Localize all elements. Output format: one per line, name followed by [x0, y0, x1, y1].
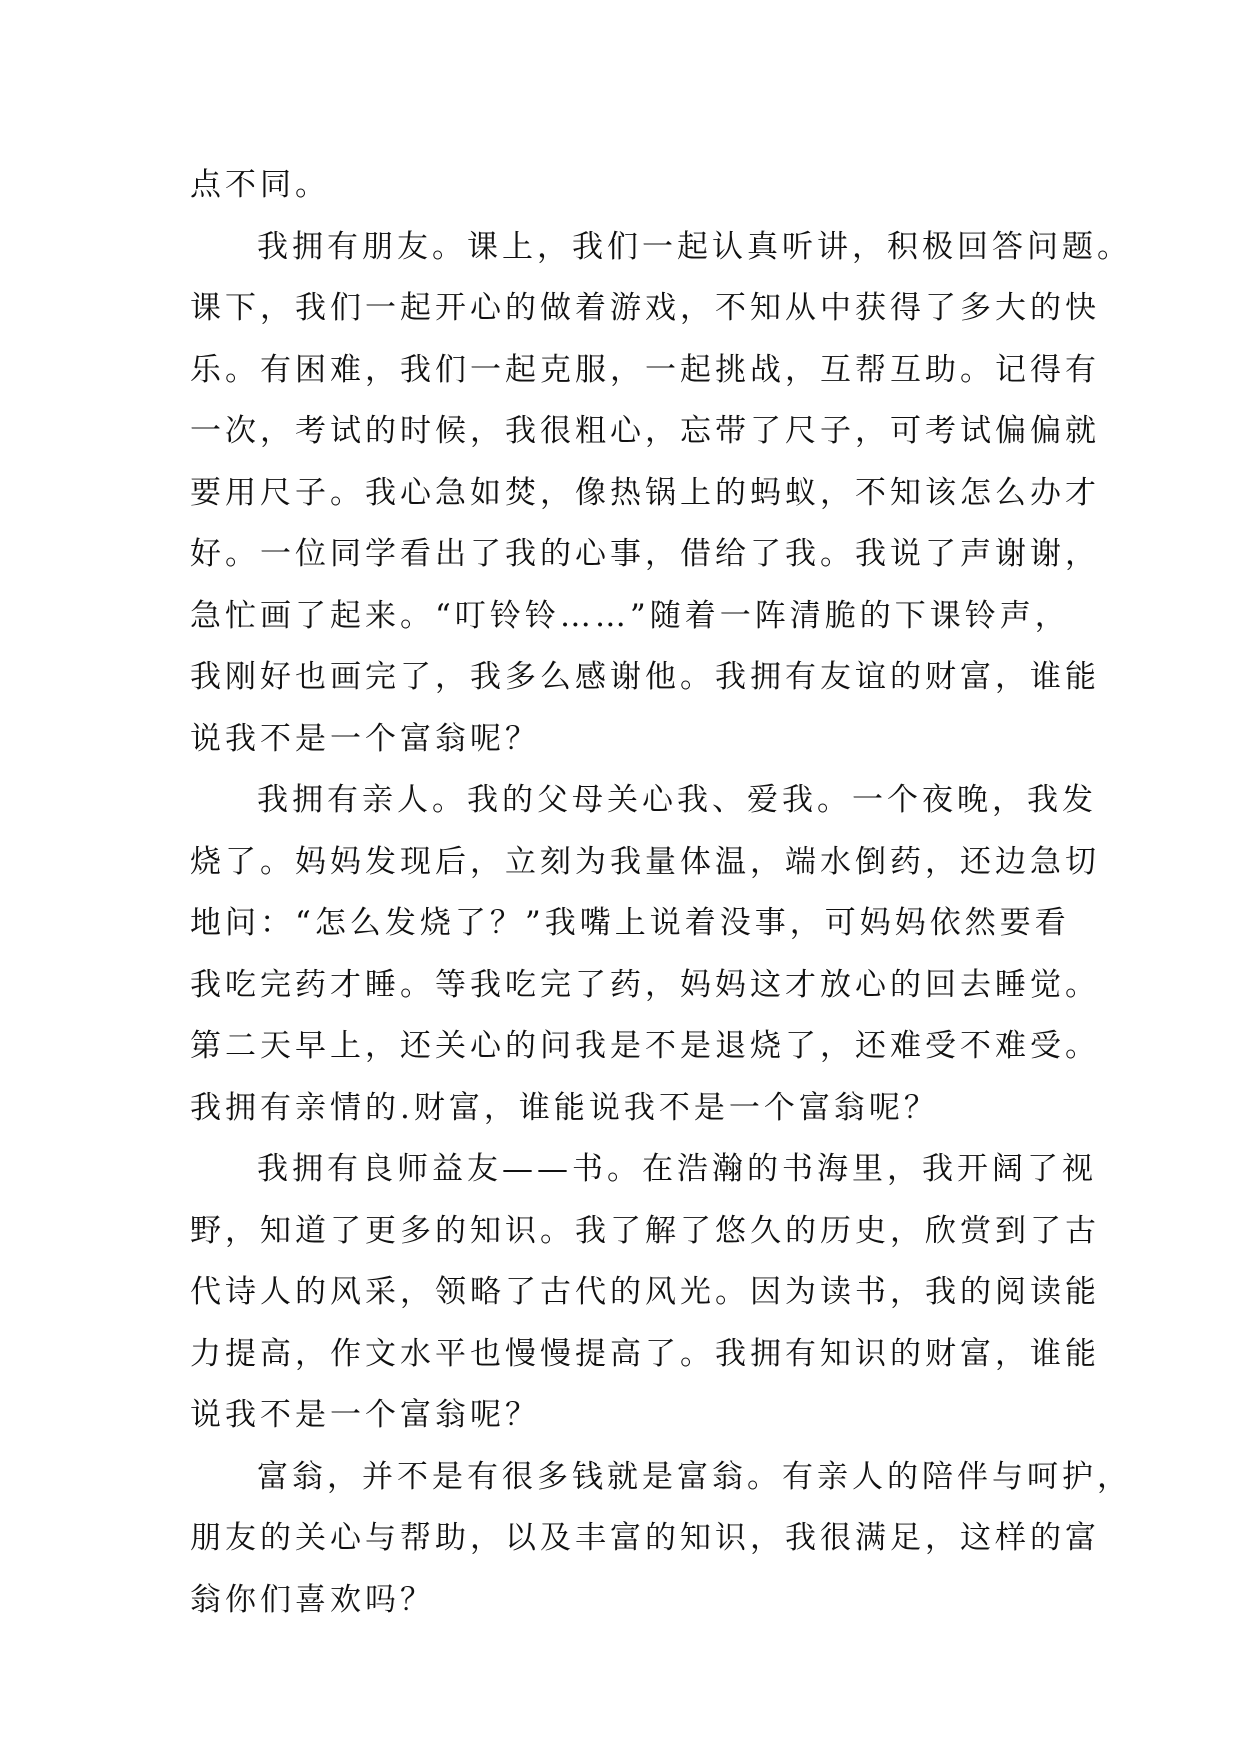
text-line: 烧了。妈妈发现后，立刻为我量体温，端水倒药，还边急切: [190, 843, 1100, 880]
text-line: 富翁，并不是有很多钱就是富翁。有亲人的陪伴与呵护，: [257, 1458, 1132, 1495]
text-line: 一次，考试的时候，我很粗心，忘带了尺子，可考试偏偏就: [190, 413, 1100, 449]
text-line: 我刚好也画完了，我多么感谢他。我拥有友谊的财富，谁能: [190, 659, 1100, 695]
text-line: 第二天早上，还关心的问我是不是退烧了，还难受不难受。: [190, 1028, 1100, 1064]
text-line: 乐。有困难，我们一起克服，一起挑战，互帮互助。记得有: [190, 351, 1100, 388]
text-line: 说我不是一个富翁呢？: [190, 1397, 540, 1433]
text-line: 我拥有亲人。我的父母关心我、爱我。一个夜晚，我发: [257, 782, 1097, 818]
text-line: 朋友的关心与帮助，以及丰富的知识，我很满足，这样的富: [190, 1520, 1100, 1556]
text-line: 我吃完药才睡。等我吃完了药，妈妈这才放心的回去睡觉。: [190, 966, 1100, 1003]
text-line: 翁你们喜欢吗？: [190, 1581, 435, 1618]
text-line: 要用尺子。我心急如焚，像热锅上的蚂蚁，不知该怎么办才: [190, 474, 1100, 511]
text-line: 代诗人的风采，领略了古代的风光。因为读书，我的阅读能: [190, 1274, 1100, 1310]
text-line: 好。一位同学看出了我的心事，借给了我。我说了声谢谢，: [190, 536, 1100, 572]
text-line: 我拥有亲情的.财富，谁能说我不是一个富翁呢？: [190, 1089, 939, 1126]
body-text: [190, 155, 1132, 1631]
text-line: 地问：“怎么发烧了？”我嘴上说着没事，可妈妈依然要看: [190, 905, 1070, 941]
text-line: 课下，我们一起开心的做着游戏，不知从中获得了多大的快: [190, 290, 1100, 326]
text-line: 野，知道了更多的知识。我了解了悠久的历史，欣赏到了古: [190, 1212, 1100, 1249]
text-line: 急忙画了起来。“叮铃铃……”随着一阵清脆的下课铃声，: [190, 597, 1070, 634]
text-line: 我拥有良师益友——书。在浩瀚的书海里，我开阔了视: [257, 1151, 1097, 1187]
text-line: 点不同。: [190, 167, 330, 203]
text-line: 说我不是一个富翁呢？: [190, 720, 540, 757]
text-line: 我拥有朋友。课上，我们一起认真听讲，积极回答问题。: [257, 228, 1132, 265]
text-line: 力提高，作文水平也慢慢提高了。我拥有知识的财富，谁能: [190, 1335, 1100, 1372]
